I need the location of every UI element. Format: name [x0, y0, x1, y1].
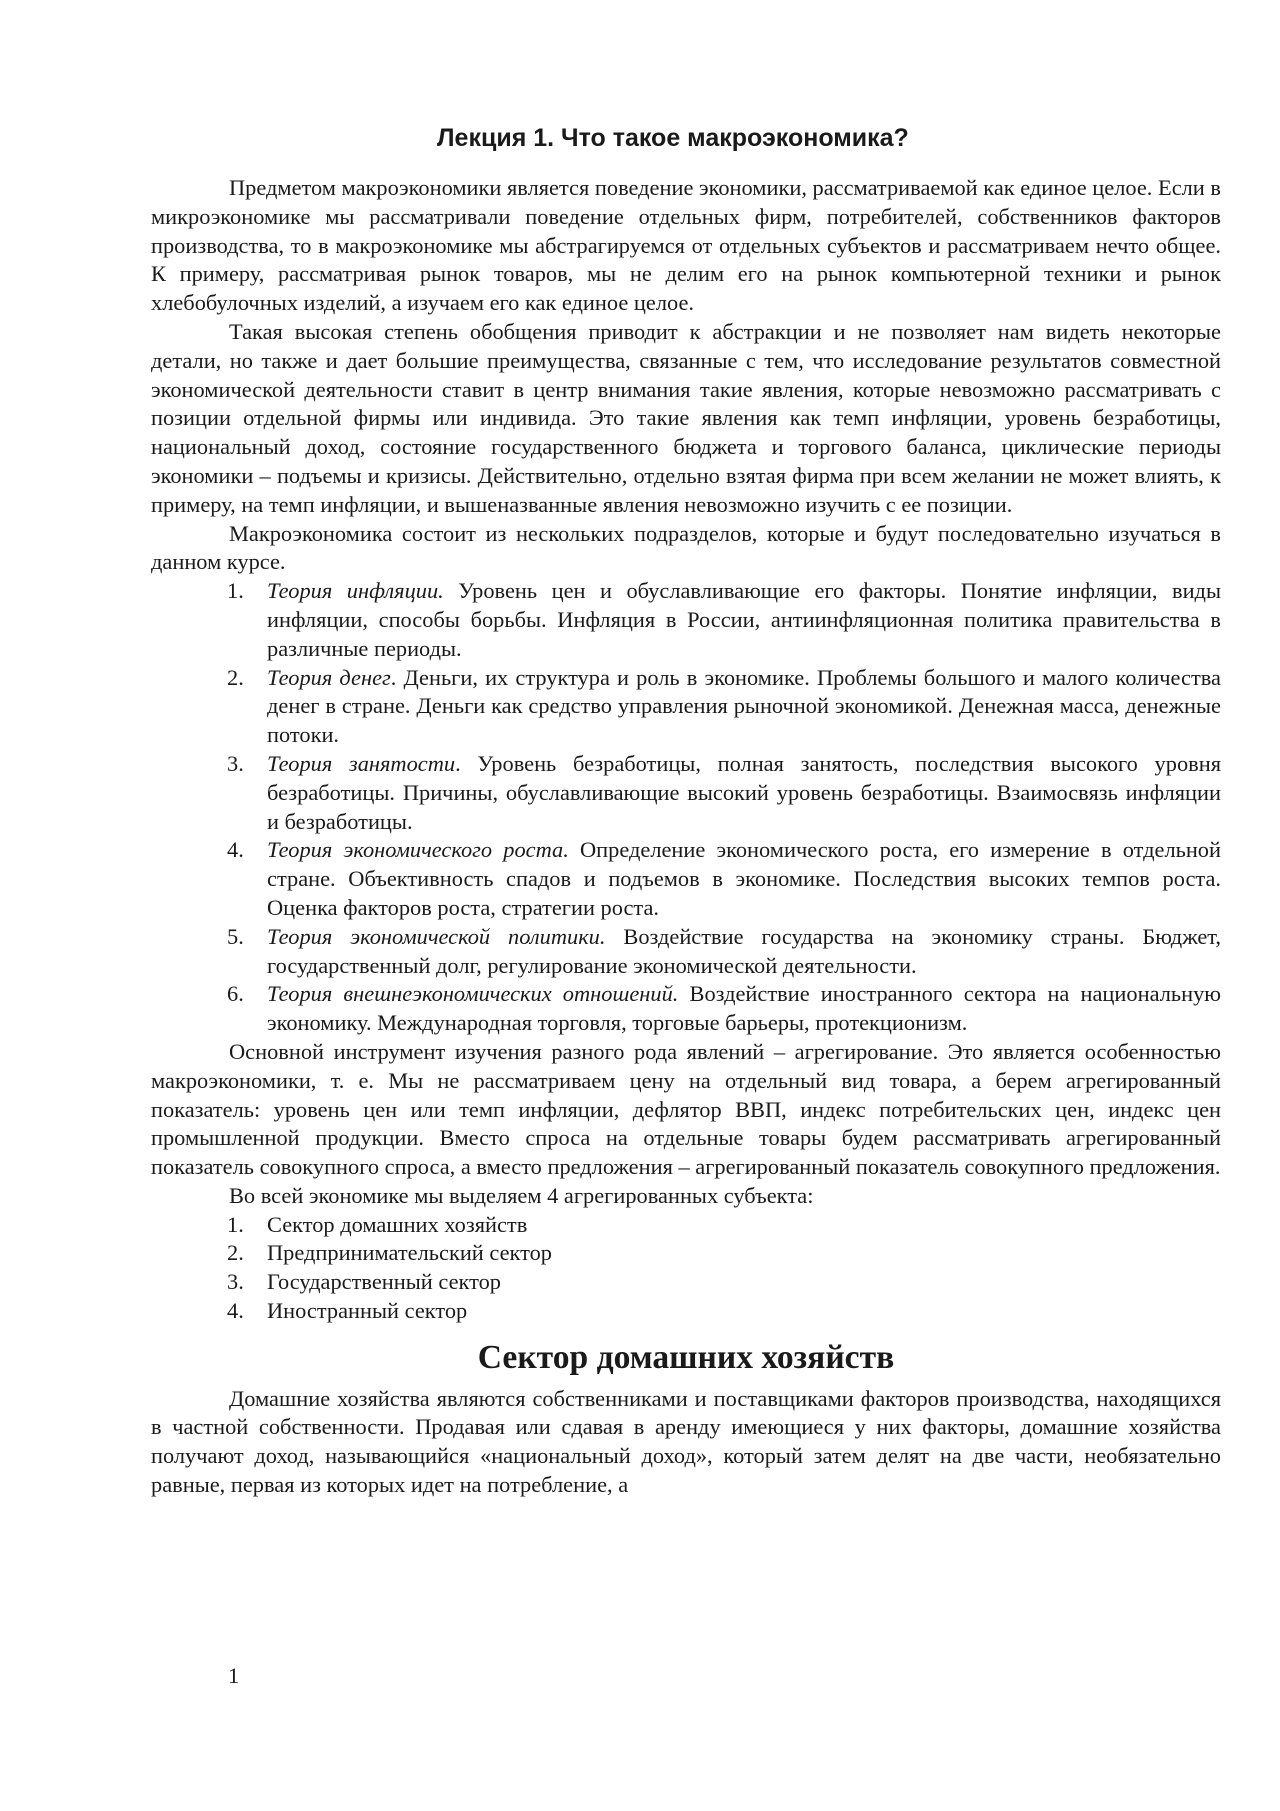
topic-number: 4. [227, 837, 244, 863]
page-number: 1 [228, 1663, 240, 1688]
document-body [151, 122, 1221, 1500]
topic-title: Теория экономической политики. [267, 923, 606, 949]
topics-list [151, 577, 1221, 1038]
sector-label: Государственный сектор [267, 1269, 501, 1295]
topic-number: 5. [227, 923, 244, 949]
sectors-list [151, 1211, 1221, 1326]
topic-item [151, 750, 1221, 836]
topic-number: 3. [227, 750, 244, 776]
topic-text: Определение экономического роста, его измерение в отдельной стране. Объективность спадов и подъемов в экономике. Последствия высоких темпов роста. Оценка факторов роста, стратегии роста. [267, 837, 1221, 920]
sector-number: 2. [227, 1240, 244, 1266]
topic-number: 6. [227, 981, 244, 1007]
topic-text: Уровень цен и обуславливающие его факторы. Понятие инфляции, виды инфляции, способы борьбы. Инфляция в России, антиинфляционная политика правительства в различные периоды. [267, 578, 1221, 661]
sector-number: 1. [227, 1211, 244, 1237]
topic-text: . Деньги, их структура и роль в экономике. Проблемы большого и малого количества денег в стране. Деньги как средство управления рыночной экономикой. Денежная масса, денежные потоки. [267, 664, 1221, 748]
topic-title: Теория инфляции. [267, 578, 444, 604]
topic-number: 2. [227, 664, 244, 690]
intro-paragraph-1: Предметом макроэкономики является поведение экономики, рассматриваемой как единое целое. Если в микроэкономике мы рассматривали поведение отдельных фирм, потребителей, собственников факторов производства, то в макроэкономике мы абстрагируемся от отдельных субъектов и рассматриваем нечто общее. К примеру, рассматривая рынок товаров, мы не делим его на рынок компьютерной техники и рынок хлебобулочных изделий, а изучаем его как единое целое. [151, 175, 1221, 316]
households-paragraph: Домашние хозяйства являются собственниками и поставщиками факторов производства, находящихся в частной собственности. Продавая или сдавая в аренду имеющиеся у них факторы, домашние хозяйства получают доход, называющийся «национальный доход», который затем делят на две части, необязательно равные, первая из которых идет на потребление, а [151, 1385, 1221, 1498]
topic-text: . Уровень безработицы, полная занятость, последствия высокого уровня безработицы. Причины, обуславливающие высокий уровень безработицы. Взаимосвязь инфляции и безработицы. [267, 750, 1221, 834]
topic-item [151, 577, 1221, 663]
page-title: Лекция 1. Что такое макроэкономика? [437, 124, 909, 152]
topic-title: Теория занятости [267, 750, 456, 776]
aggregation-paragraph: Основной инструмент изучения разного рода явлений – агрегирование. Это является особенностью макроэкономики, т. е. Мы не рассматриваем цену на отдельный вид товара, а берем агрегированный показатель: уровень цен или темп инфляции, дефлятор ВВП, индекс потребительских цен, индекс цен промышленной продукции. Вместо спроса на отдельные товары будем рассматривать агрегированный показатель совокупного спроса, а вместо предложения – агрегированный показатель совокупного предложения. [151, 1038, 1221, 1180]
topic-text: Воздействие иностранного сектора на национальную экономику. Международная торговля, торговые барьеры, протекционизм. [267, 981, 1221, 1036]
sector-item [151, 1268, 1221, 1297]
topic-title: Теория денег [267, 664, 391, 690]
section-heading: Сектор домашних хозяйств [477, 1338, 895, 1376]
sector-item [151, 1297, 1221, 1326]
sector-number: 4. [227, 1298, 244, 1324]
topic-title: Теория внешнеэкономических отношений. [267, 981, 679, 1007]
sector-item [151, 1239, 1221, 1268]
topic-item [151, 836, 1221, 922]
sector-item [151, 1211, 1221, 1240]
topic-title: Теория экономического роста. [267, 837, 569, 863]
topic-text: Воздействие государства на экономику страны. Бюджет, государственный долг, регулирование экономической деятельности. [267, 923, 1222, 978]
topic-number: 1. [227, 578, 244, 604]
topic-item [151, 980, 1221, 1038]
sector-label: Сектор домашних хозяйств [267, 1211, 528, 1237]
topic-item [151, 664, 1221, 750]
sector-number: 3. [227, 1269, 244, 1295]
sector-label: Иностранный сектор [267, 1298, 468, 1324]
intro-paragraph-3: Макроэкономика состоит из нескольких подразделов, которые и будут последовательно изучаться в данном курсе. [151, 520, 1221, 575]
sectors-intro-paragraph: Во всей экономике мы выделяем 4 агрегированных субъекта: [229, 1182, 814, 1208]
sector-label: Предпринимательский сектор [267, 1240, 552, 1266]
intro-paragraph-2: Такая высокая степень обобщения приводит к абстракции и не позволяет нам видеть некоторые детали, но также и дает большие преимущества, связанные с тем, что исследование результатов совместной экономической деятельности ставит в центр внимания такие явления, которые невозможно рассматривать с позиции отдельной фирмы или индивида. Это такие явления как темп инфляции, уровень безработицы, национальный доход, состояние государственного бюджета и торгового баланса, циклические периоды экономики – подъемы и кризисы. Действительно, отдельно взятая фирма при всем желании не может влиять, к примеру, на темп инфляции, и вышеназванные явления невозможно изучить с ее позиции. [151, 318, 1221, 517]
topic-item [151, 923, 1221, 981]
